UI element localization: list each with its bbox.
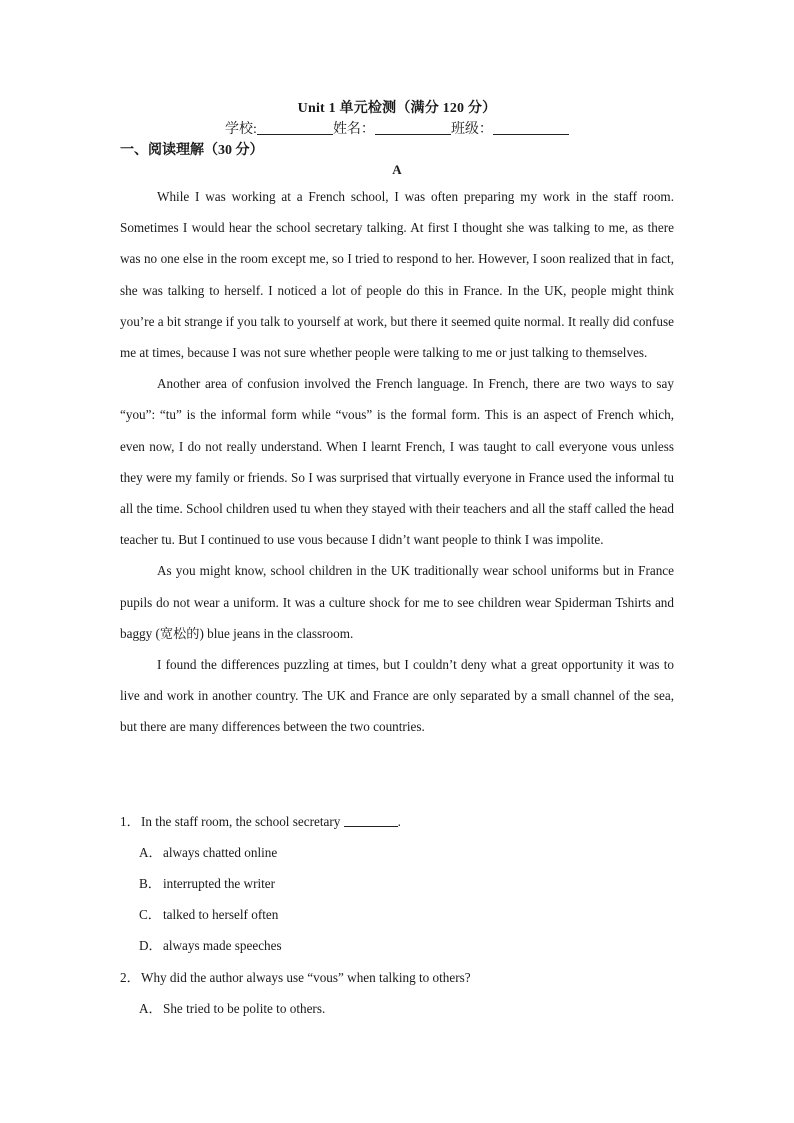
option-text: talked to herself often: [163, 907, 279, 922]
answer-blank[interactable]: [344, 814, 398, 827]
question-stem: Why did the author always use “vous” when talking to others?: [141, 970, 471, 985]
option-letter: B．: [139, 876, 161, 891]
passage-body: [120, 181, 674, 743]
option-text: She tried to be polite to others.: [163, 1001, 326, 1016]
section-heading: 一、阅读理解（30 分）: [120, 143, 264, 158]
school-blank[interactable]: [257, 120, 333, 135]
school-label: 学校:: [225, 122, 257, 137]
option-text: interrupted the writer: [163, 876, 276, 891]
name-blank[interactable]: [375, 120, 451, 135]
passage-paragraph-4: I found the differences puzzling at times, but I couldn’t deny what a great opportunity it was to live and work in another country. The UK and France are only separated by a small channel of the sea, but there are many differences between the two countries.: [120, 657, 674, 735]
question-stem: In the staff room, the school secretary: [141, 814, 341, 829]
option-text: always chatted online: [163, 845, 278, 860]
question-1-option-c[interactable]: [139, 904, 278, 923]
passage-paragraph-2: Another area of confusion involved the French language. In French, there are two ways to say “you”: “tu” is the informal form while “vous” is the formal form. This is an aspect of French which, even now, I do not really understand. When I learnt French, I was taught to call everyone vous unless they were my family or friends. So I was surprised that virtually everyone in France used the informal tu all the time. School children used tu when they stayed with their teachers and all the staff called the head teacher tu. But I continued to use vous because I didn’t want people to think I was impolite.: [120, 376, 674, 548]
option-letter: C．: [139, 907, 161, 922]
question-2: [120, 967, 471, 986]
question-1-option-b[interactable]: [139, 873, 275, 892]
question-stem-end: .: [397, 814, 401, 829]
option-text: always made speeches: [163, 938, 282, 953]
name-label: 姓名：: [332, 122, 375, 137]
question-number: 1．: [120, 814, 140, 829]
question-1: [120, 811, 401, 830]
question-1-option-a[interactable]: [139, 842, 277, 861]
passage-paragraph-3: As you might know, school children in the UK traditionally wear school uniforms but in France pupils do not wear a uniform. It was a culture shock for me to see children wear Spiderman Tshirts and baggy (宽松的) blue jeans in the classroom.: [120, 563, 674, 641]
page-title: Unit 1 单元检测（满分 120 分）: [297, 101, 497, 116]
question-2-option-a[interactable]: [139, 998, 325, 1017]
student-info-line: [0, 118, 794, 138]
option-letter: D．: [139, 938, 162, 953]
class-label: 班级：: [450, 122, 493, 137]
question-1-option-d[interactable]: [139, 935, 282, 954]
option-letter: A．: [139, 845, 162, 860]
class-blank[interactable]: [493, 120, 569, 135]
option-letter: A．: [139, 1001, 162, 1016]
passage-label: A: [392, 162, 402, 177]
passage-paragraph-1: While I was working at a French school, I was often preparing my work in the staff room. Sometimes I would hear the school secretary talking. At first I thought she was talking to me, as there was no one else in the room except me, so I tried to respond to her. However, I soon realized that in fact, she was talking to herself. I noticed a lot of people do this in France. In the UK, people might think you’re a bit strange if you talk to yourself at work, but there it seemed quite normal. It really did confuse me at times, because I was not sure whether people were talking to me or just talking to themselves.: [120, 189, 674, 361]
question-number: 2．: [120, 970, 140, 985]
